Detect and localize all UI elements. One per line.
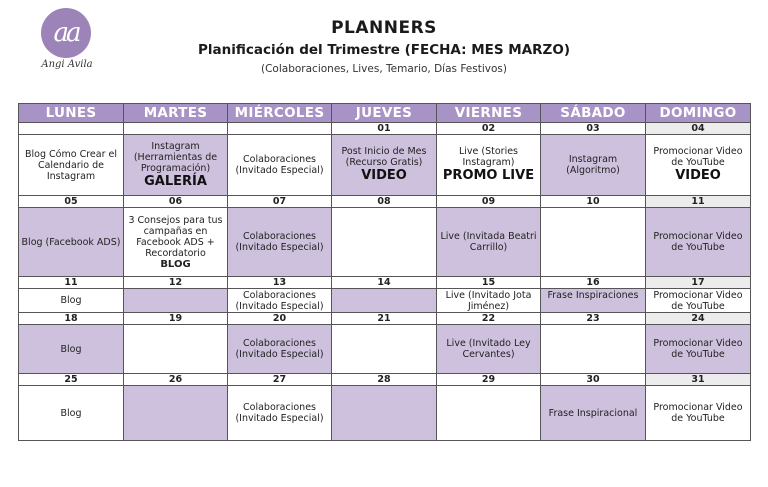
cell-text: Blog (Facebook ADS) <box>21 236 121 248</box>
cell-text: Promocionar Video de YouTube <box>653 338 743 360</box>
cell-highlight: GALERÍA <box>144 173 207 189</box>
planner-content-row <box>19 208 751 277</box>
planner-cell <box>437 289 541 313</box>
date-number <box>124 123 228 135</box>
cell-text: Promocionar Video de YouTube <box>653 402 743 424</box>
date-number: 24 <box>646 313 751 325</box>
cell-text: Blog <box>60 343 82 355</box>
cell-text: Live (Stories Instagram) <box>458 146 519 168</box>
planner-cell <box>541 386 646 441</box>
date-number: 19 <box>124 313 228 325</box>
planner-cell <box>228 289 332 313</box>
planner-cell <box>437 208 541 277</box>
planner-content-row <box>19 289 751 313</box>
cell-text: Blog Cómo Crear el Calendario de Instagram <box>25 148 117 182</box>
planner-cell <box>541 135 646 196</box>
planner-cell <box>19 386 124 441</box>
date-number <box>228 123 332 135</box>
cell-text: Colaboraciones (Invitado Especial) <box>235 231 324 253</box>
cell-text: Frase Inspiracional <box>548 407 638 419</box>
date-number: 03 <box>541 123 646 135</box>
planner-cell <box>228 135 332 196</box>
planner-cell <box>437 135 541 196</box>
cell-highlight: BLOG <box>160 258 191 270</box>
planner-cell <box>124 208 228 277</box>
date-number: 08 <box>332 196 437 208</box>
weekday-monday: LUNES <box>19 104 124 123</box>
date-number: 11 <box>646 196 751 208</box>
cell-text: Colaboraciones (Invitado Especial) <box>235 338 324 360</box>
date-number: 02 <box>437 123 541 135</box>
planner-cell <box>124 325 228 374</box>
planner-cell <box>646 386 751 441</box>
planner-content-row <box>19 135 751 196</box>
cell-highlight: PROMO LIVE <box>442 168 535 183</box>
date-number: 06 <box>124 196 228 208</box>
planner-cell <box>437 386 541 441</box>
weekday-wednesday: MIÉRCOLES <box>228 104 332 123</box>
page-subtitle: Planificación del Trimestre (FECHA: MES MARZO) <box>198 42 570 58</box>
planner-cell <box>124 135 228 196</box>
date-number: 09 <box>437 196 541 208</box>
cell-text: Promocionar Video de YouTube <box>653 289 743 312</box>
date-number: 12 <box>124 277 228 289</box>
date-number: 10 <box>541 196 646 208</box>
planner-cell <box>646 208 751 277</box>
cell-text: Blog <box>60 407 82 419</box>
planner-cell <box>332 208 437 277</box>
logo-signature: Angi Avila <box>41 59 93 70</box>
date-number-row <box>19 196 751 208</box>
date-number: 11 <box>19 277 124 289</box>
planner-cell <box>332 386 437 441</box>
date-number: 28 <box>332 374 437 386</box>
cell-text: Post Inicio de Mes (Recurso Gratis) <box>341 146 427 168</box>
calendar-table <box>18 103 751 441</box>
weekday-friday: VIERNES <box>437 104 541 123</box>
cell-text: Live (Invitado Ley Cervantes) <box>446 338 531 360</box>
cell-text: Promocionar Video de YouTube <box>653 146 743 168</box>
date-number: 25 <box>19 374 124 386</box>
date-number: 04 <box>646 123 751 135</box>
date-number <box>19 123 124 135</box>
planner-cell <box>332 325 437 374</box>
planner-cell <box>332 289 437 313</box>
date-number: 29 <box>437 374 541 386</box>
planner-cell <box>19 325 124 374</box>
cell-text: Frase Inspiraciones <box>547 290 639 301</box>
planner-cell <box>541 208 646 277</box>
date-number: 23 <box>541 313 646 325</box>
planner-cell <box>19 208 124 277</box>
weekday-tuesday: MARTES <box>124 104 228 123</box>
date-number-row <box>19 123 751 135</box>
date-number: 05 <box>19 196 124 208</box>
weekday-saturday: SÁBADO <box>541 104 646 123</box>
date-number-row <box>19 277 751 289</box>
cell-text: 3 Consejos para tus campañas en Facebook ADS + Recordatorio <box>128 214 223 259</box>
planner-cell <box>19 135 124 196</box>
planner-cell <box>228 325 332 374</box>
date-number: 01 <box>332 123 437 135</box>
cell-text: Colaboraciones (Invitado Especial) <box>235 289 324 312</box>
date-number-row <box>19 313 751 325</box>
page-header <box>0 18 768 76</box>
cell-text: Instagram (Algoritmo) <box>566 154 620 176</box>
date-number: 07 <box>228 196 332 208</box>
weekday-sunday: DOMINGO <box>646 104 751 123</box>
planner-cell <box>646 135 751 196</box>
date-number: 30 <box>541 374 646 386</box>
page-note: (Colaboraciones, Lives, Temario, Días Festivos) <box>261 63 507 75</box>
planner-cell <box>228 386 332 441</box>
weekday-header-row <box>19 104 751 123</box>
date-number: 27 <box>228 374 332 386</box>
cell-text: Live (Invitado Jota Jiménez) <box>445 289 532 312</box>
date-number: 13 <box>228 277 332 289</box>
cell-text: Blog <box>60 295 82 306</box>
date-number: 17 <box>646 277 751 289</box>
planner-cell <box>332 135 437 196</box>
date-number: 16 <box>541 277 646 289</box>
cell-text: Colaboraciones (Invitado Especial) <box>235 154 324 176</box>
planner-cell <box>124 386 228 441</box>
page-title: PLANNERS <box>331 18 437 38</box>
date-number: 22 <box>437 313 541 325</box>
planner-cell <box>646 325 751 374</box>
planner-cell <box>541 289 646 313</box>
planner-cell <box>541 325 646 374</box>
date-number: 31 <box>646 374 751 386</box>
cell-text: Colaboraciones (Invitado Especial) <box>235 402 324 424</box>
logo-monogram-icon: aa <box>41 8 91 58</box>
planner-content-row <box>19 386 751 441</box>
planner-cell <box>124 289 228 313</box>
planner-cell <box>19 289 124 313</box>
cell-text: Instagram (Herramientas de Programación) <box>133 140 218 174</box>
planner-cell <box>646 289 751 313</box>
planner-cell <box>437 325 541 374</box>
planner-content-row <box>19 325 751 374</box>
date-number: 14 <box>332 277 437 289</box>
weekday-thursday: JUEVES <box>332 104 437 123</box>
cell-text: Promocionar Video de YouTube <box>653 231 743 253</box>
cell-highlight: VIDEO <box>361 168 407 183</box>
date-number-row <box>19 374 751 386</box>
date-number: 15 <box>437 277 541 289</box>
cell-highlight: VIDEO <box>675 168 721 183</box>
date-number: 21 <box>332 313 437 325</box>
planner-cell <box>228 208 332 277</box>
date-number: 20 <box>228 313 332 325</box>
date-number: 18 <box>19 313 124 325</box>
date-number: 26 <box>124 374 228 386</box>
cell-text: Live (Invitada Beatri Carrillo) <box>440 231 537 253</box>
